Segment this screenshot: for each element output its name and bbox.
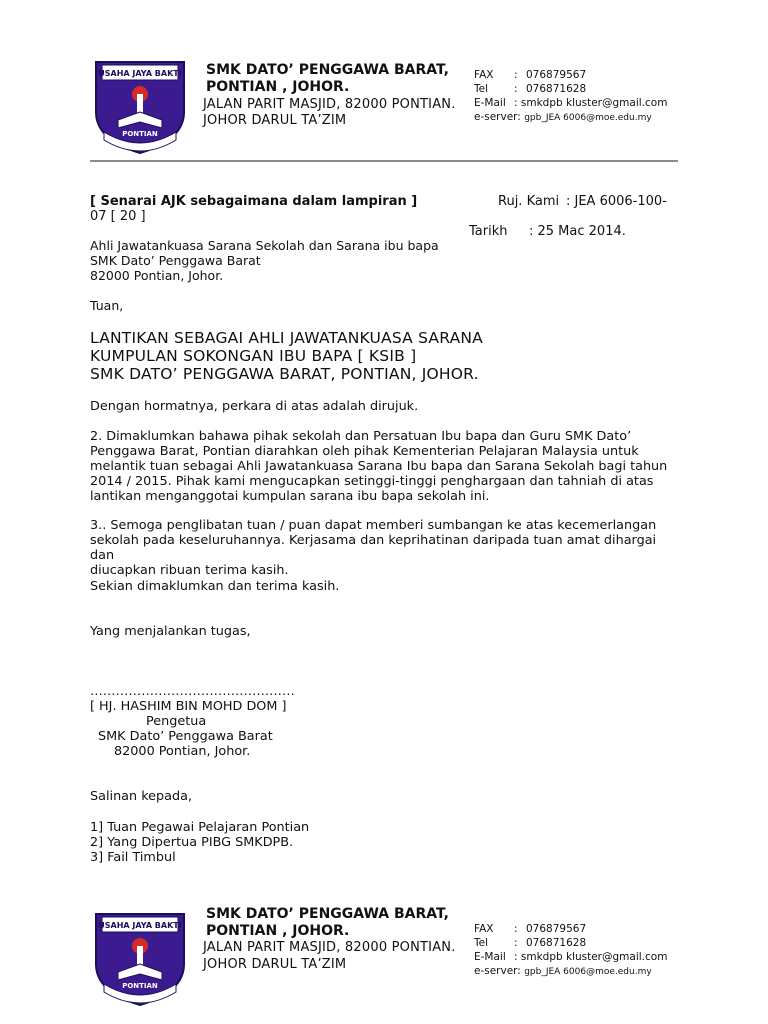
signature-dots: ………………………………………… bbox=[90, 684, 295, 699]
signatory-title: Pengetua bbox=[146, 714, 207, 729]
school-address-line2: JOHOR DARUL TA’ZIM bbox=[203, 957, 347, 972]
signoff-line: Yang menjalankan tugas, bbox=[90, 624, 251, 639]
email-row bbox=[474, 950, 684, 964]
eserver-row bbox=[474, 110, 684, 125]
salutation: Tuan, bbox=[90, 298, 124, 313]
crest-banner-text: USAHA JAYA BAKTI bbox=[98, 921, 182, 930]
paragraph-2-line4: 2014 / 2015. Pihak kami mengucapkan setinggi-tinggi penghargaan dan tahniah di atas bbox=[90, 474, 654, 489]
recipient-reference: [ Senarai AJK sebagaimana dalam lampiran ] bbox=[90, 194, 418, 209]
list-item: 2] Yang Dipertua PIBG SMKDPB. bbox=[90, 835, 294, 850]
list-item: 3] Fail Timbul bbox=[90, 850, 176, 865]
subject-line1: LANTIKAN SEBAGAI AHLI JAWATANKUASA SARANA bbox=[90, 329, 483, 347]
tel-label: Tel bbox=[474, 83, 489, 95]
recipient-line2: SMK Dato’ Penggawa Barat bbox=[90, 253, 261, 268]
school-address-line1: JALAN PARIT MASJID, 82000 PONTIAN. bbox=[203, 940, 456, 955]
fax-row: FAX : 076879567 bbox=[474, 923, 587, 935]
school-crest-icon bbox=[90, 58, 190, 156]
copies-list bbox=[90, 820, 309, 865]
contact-block bbox=[474, 68, 684, 125]
email-value: : smkdpb kluster@gmail.com bbox=[514, 97, 668, 109]
eserver-row bbox=[474, 964, 684, 979]
eserver-value: gpb_JEA 6006@moe.edu.my bbox=[524, 113, 652, 123]
paragraph-3-line1: 3.. Semoga penglibatan tuan / puan dapat memberi sumbangan ke atas kecemerlangan bbox=[90, 518, 657, 533]
signatory-address: 82000 Pontian, Johor. bbox=[114, 744, 251, 759]
paragraph-3-line3: diucapkan ribuan terima kasih. bbox=[90, 563, 289, 578]
paragraph-2-line3: melantik tuan sebagai Ahli Jawatankuasa Sarana Ibu bapa dan Sarana Sekolah bagi tahun bbox=[90, 459, 668, 474]
school-name-line2: PONTIAN , JOHOR. bbox=[206, 923, 350, 939]
school-address-line2: JOHOR DARUL TA’ZIM bbox=[203, 113, 347, 128]
tel-label: Tel bbox=[474, 937, 489, 949]
fax-value: 076879567 bbox=[526, 923, 587, 935]
date-label: Tarikh bbox=[469, 224, 508, 239]
crest-lower-text: PONTIAN bbox=[122, 982, 158, 990]
crest-banner-text: USAHA JAYA BAKTI bbox=[98, 69, 182, 78]
letterhead bbox=[0, 0, 768, 170]
eserver-label: e-server: bbox=[474, 965, 521, 977]
email-label: E-Mail bbox=[474, 97, 506, 109]
school-name-line2: PONTIAN , JOHOR. bbox=[206, 79, 350, 95]
reference-number: : JEA 6006-100- bbox=[566, 194, 667, 209]
paragraph-3-line2: sekolah pada keseluruhannya. Kerjasama dan keprihatinan daripada tuan amat dihargai dan bbox=[90, 533, 657, 563]
date-value: : 25 Mac 2014. bbox=[529, 224, 626, 239]
paragraph-2-line2: Penggawa Barat, Pontian diarahkan oleh pihak Kementerian Pelajaran Malaysia untuk bbox=[90, 444, 639, 459]
list-item: 1] Tuan Pegawai Pelajaran Pontian bbox=[90, 820, 310, 835]
copies-heading: Salinan kepada, bbox=[90, 789, 193, 804]
reference-label: Ruj. Kami bbox=[498, 194, 560, 209]
fax-row: FAX : 076879567 bbox=[474, 69, 587, 81]
recipient-line3: 82000 Pontian, Johor. bbox=[90, 268, 224, 283]
signatory-name: [ HJ. HASHIM BIN MOHD DOM ] bbox=[90, 699, 287, 714]
closing-line: Sekian dimaklumkan dan terima kasih. bbox=[90, 579, 340, 594]
tel-row: Tel : 076871628 bbox=[474, 937, 587, 949]
fax-value: 076879567 bbox=[526, 69, 587, 81]
email-value: : smkdpb kluster@gmail.com bbox=[514, 951, 668, 963]
paragraph-2-line1: 2. Dimaklumkan bahawa pihak sekolah dan Persatuan Ibu bapa dan Guru SMK Dato’ bbox=[90, 429, 632, 444]
paragraph-1: Dengan hormatnya, perkara di atas adalah dirujuk. bbox=[90, 399, 419, 414]
contact-block bbox=[474, 922, 684, 979]
letterhead-footer bbox=[0, 900, 768, 1024]
crest-lower-text: PONTIAN bbox=[122, 130, 158, 138]
school-name-line1: SMK DATO’ PENGGAWA BARAT, bbox=[206, 62, 449, 78]
school-address-line1: JALAN PARIT MASJID, 82000 PONTIAN. bbox=[203, 97, 456, 112]
tel-value: 076871628 bbox=[526, 83, 587, 95]
tel-value: 076871628 bbox=[526, 937, 587, 949]
recipient-line1: Ahli Jawatankuasa Sarana Sekolah dan Sarana ibu bapa bbox=[90, 238, 439, 253]
school-crest-icon bbox=[90, 910, 190, 1008]
tel-row: Tel : 076871628 bbox=[474, 83, 587, 95]
paragraph-2 bbox=[90, 429, 678, 504]
email-label: E-Mail bbox=[474, 951, 506, 963]
school-name-line1: SMK DATO’ PENGGAWA BARAT, bbox=[206, 906, 449, 922]
signatory-school: SMK Dato’ Penggawa Barat bbox=[98, 729, 273, 744]
subject-line2: KUMPULAN SOKONGAN IBU BAPA [ KSIB ] bbox=[90, 347, 417, 365]
subject-line3: SMK DATO’ PENGGAWA BARAT, PONTIAN, JOHOR. bbox=[90, 365, 479, 383]
eserver-label: e-server: bbox=[474, 111, 521, 123]
email-row bbox=[474, 96, 684, 110]
fax-label: FAX bbox=[474, 923, 494, 935]
eserver-value: gpb_JEA 6006@moe.edu.my bbox=[524, 967, 652, 977]
header-divider bbox=[90, 160, 678, 162]
paragraph-3 bbox=[90, 518, 678, 578]
reference-continuation: 07 [ 20 ] bbox=[90, 209, 146, 224]
paragraph-2-line5: lantikan menganggotai kumpulan sarana ibu bapa sekolah ini. bbox=[90, 489, 490, 504]
fax-label: FAX bbox=[474, 69, 494, 81]
